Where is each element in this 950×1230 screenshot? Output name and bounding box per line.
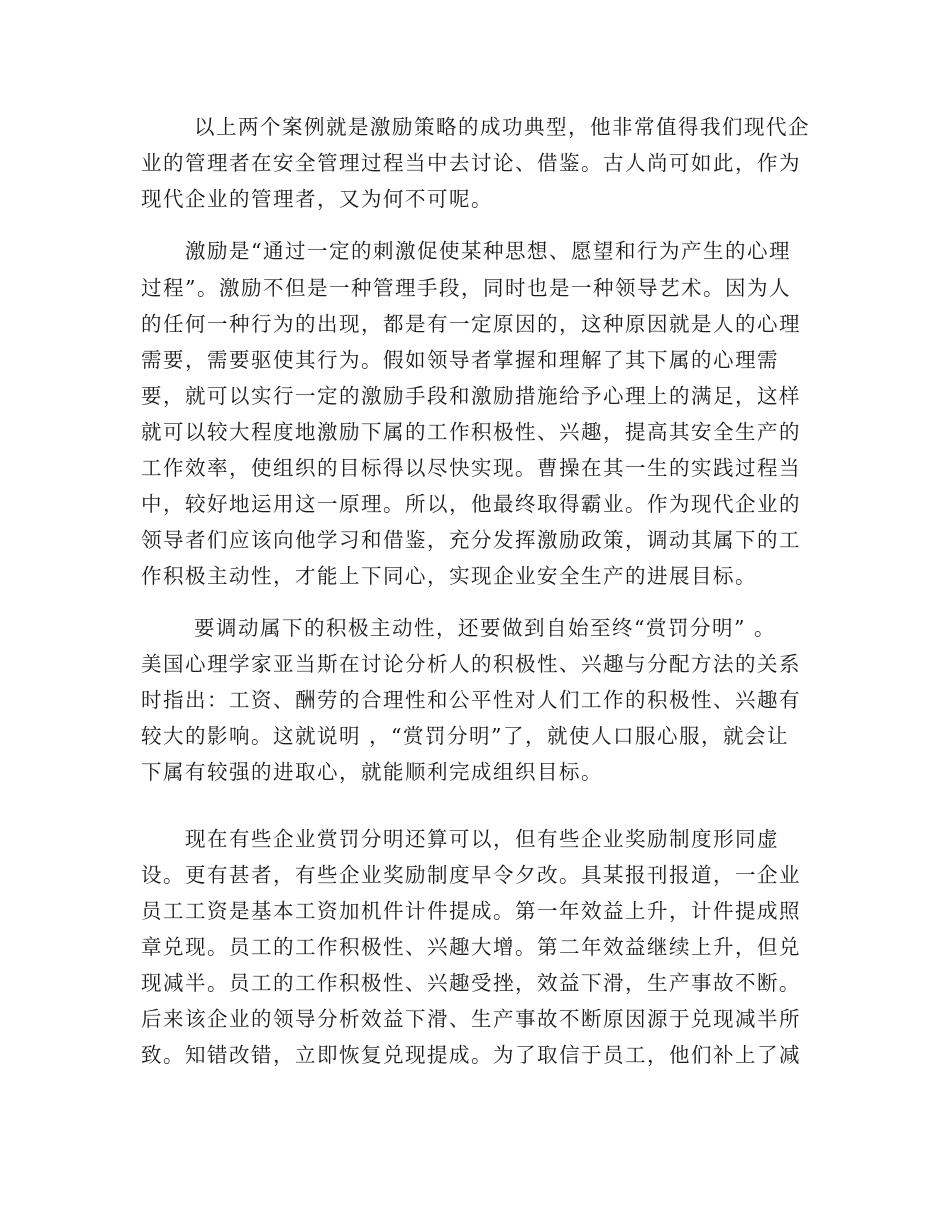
paragraph-4-line-5: 现减半。员工的工作积极性、兴趣受挫，效益下滑，生产事故不断。 <box>141 971 801 995</box>
paragraph-3-line-3: 时指出：工资、酬劳的合理性和公平性对人们工作的积极性、兴趣有 <box>141 688 801 712</box>
paragraph-2-line-5: 要，就可以实行一定的激励手段和激励措施给予心理上的满足，这样 <box>141 384 801 408</box>
paragraph-2-line-6: 就可以较大程度地激励下属的工作积极性、兴趣，提高其安全生产的 <box>141 420 801 444</box>
paragraph-1-line-2: 业的管理者在安全管理过程当中去讨论、借鉴。古人尚可如此，作为 <box>141 151 801 175</box>
paragraph-3-line-2: 美国心理学家亚当斯在讨论分析人的积极性、兴趣与分配方法的关系 <box>141 652 801 676</box>
paragraph-2-line-3: 的任何一种行为的出现，都是有一定原因的，这种原因就是人的心理 <box>141 312 801 336</box>
paragraph-2-line-10: 作积极主动性，才能上下同心，实现企业安全生产的进展目标。 <box>141 564 757 588</box>
paragraph-4-line-2: 设。更有甚者，有些企业奖励制度早令夕改。具某报刊报道，一企业 <box>141 863 801 887</box>
paragraph-1-line-3: 现代企业的管理者，又为何不可呢。 <box>141 187 493 211</box>
paragraph-2-line-4: 需要，需要驱使其行为。假如领导者掌握和理解了其下属的心理需 <box>141 348 779 372</box>
paragraph-4-line-7: 致。知错改错，立即恢复兑现提成。为了取信于员工，他们补上了减 <box>141 1043 801 1067</box>
paragraph-4-line-6: 后来该企业的领导分析效益下滑、生产事故不断原因源于兑现减半所 <box>141 1007 801 1031</box>
paragraph-2-line-2: 过程”。激励不但是一种管理手段，同时也是一种领导艺术。因为人 <box>141 276 791 300</box>
paragraph-4-line-4: 章兑现。员工的工作积极性、兴趣大增。第二年效益继续上升，但兑 <box>141 935 801 959</box>
paragraph-3-line-4: 较大的影响。这就说明 ，“赏罚分明”了，就使人口服心服，就会让 <box>141 724 789 748</box>
paragraph-2-line-8: 中，较好地运用这一原理。所以，他最终取得霸业。作为现代企业的 <box>141 492 801 516</box>
paragraph-4-line-3: 员工工资是基本工资加机件计件提成。第一年效益上升，计件提成照 <box>141 899 801 923</box>
paragraph-2-line-9: 领导者们应该向他学习和借鉴，充分发挥激励政策，调动其属下的工 <box>141 528 801 552</box>
paragraph-4-line-1: 现在有些企业赏罚分明还算可以，但有些企业奖励制度形同虚 <box>185 827 779 851</box>
paragraph-1-line-1: 以上两个案例就是激励策略的成功典型，他非常值得我们现代企 <box>194 115 810 139</box>
paragraph-3-line-1: 要调动属下的积极主动性，还要做到自始至终“赏罚分明” 。 <box>194 616 776 640</box>
paragraph-3-line-5: 下属有较强的进取心，就能顺利完成组织目标。 <box>141 760 603 784</box>
paragraph-2-line-7: 工作效率，使组织的目标得以尽快实现。曹操在其一生的实践过程当 <box>141 456 801 480</box>
paragraph-2-line-1: 激励是“通过一定的刺激促使某种思想、愿望和行为产生的心理 <box>185 239 791 263</box>
